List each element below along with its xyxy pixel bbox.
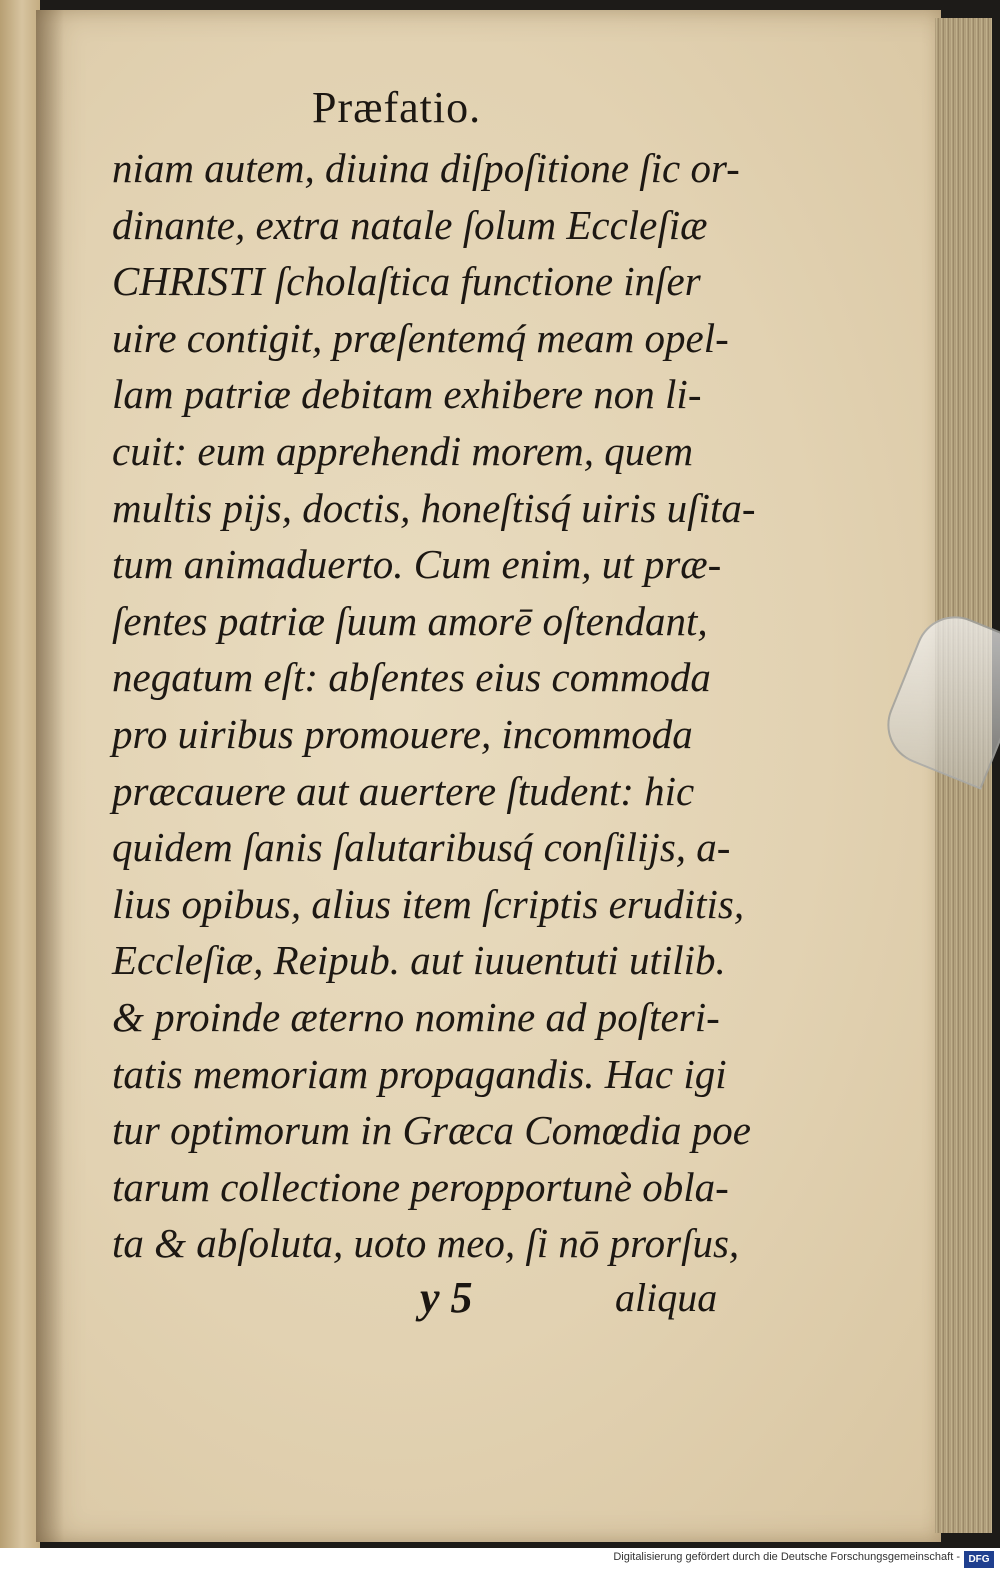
facing-page-edge [0,0,40,1548]
catchword: aliqua [615,1275,718,1320]
text-line: uire contigit, præſentemq́ meam opel- [112,314,729,361]
text-line: tarum collectione peropportunè obla- [112,1163,729,1210]
text-line: negatum eſt: abſentes eius commoda [112,654,711,701]
text-line: tatis memoriam propagandis. Hac igi [112,1050,727,1097]
text-line: multis pijs, doctis, honeſtisq́ uiris uſita- [112,484,756,531]
text-line: lius opibus, alius item ſcriptis eruditis, [112,880,745,927]
dfg-logo: DFG [964,1551,994,1568]
text-line: niam autem, diuina diſpoſitione ſic or- [112,145,740,191]
funding-credit: Digitalisierung gefördert durch die Deutsche Forschungsgemeinschaft - [613,1551,960,1563]
text-line: dinante, extra natale ſolum Eccleſiæ [112,201,708,248]
text-line: & proinde æterno nomine ad poſteri- [112,993,720,1040]
text-line: præcauere aut auertere ſtudent: hic [112,767,695,814]
text-line: Eccleſiæ, Reipub. aut iuuentuti utilib. [112,937,726,984]
text-line: cuit: eum apprehendi morem, quem [112,427,694,474]
body-text [112,140,756,1272]
text-line: tum animaduerto. Cum enim, ut præ- [112,541,722,588]
text-line: lam patriæ debitam exhibere non li- [112,371,702,418]
text-line: ta & abſoluta, uoto meo, ſi nō prorſus, [112,1220,740,1267]
running-head: Præfatio. [312,83,482,132]
text-line: ſentes patriæ ſuum amorē oſtendant, [112,597,708,644]
text-line: tur optimorum in Græca Comœdia poe [112,1107,751,1154]
signature-mark: y 5 [420,1273,473,1322]
text-line: CHRISTI ſcholaſtica functione inſer [112,258,701,305]
text-line: quidem ſanis ſalutaribusq́ conſilijs, a- [112,824,731,871]
gutter-shadow [36,10,64,1542]
text-line: pro uiribus promouere, incommoda [112,710,693,757]
